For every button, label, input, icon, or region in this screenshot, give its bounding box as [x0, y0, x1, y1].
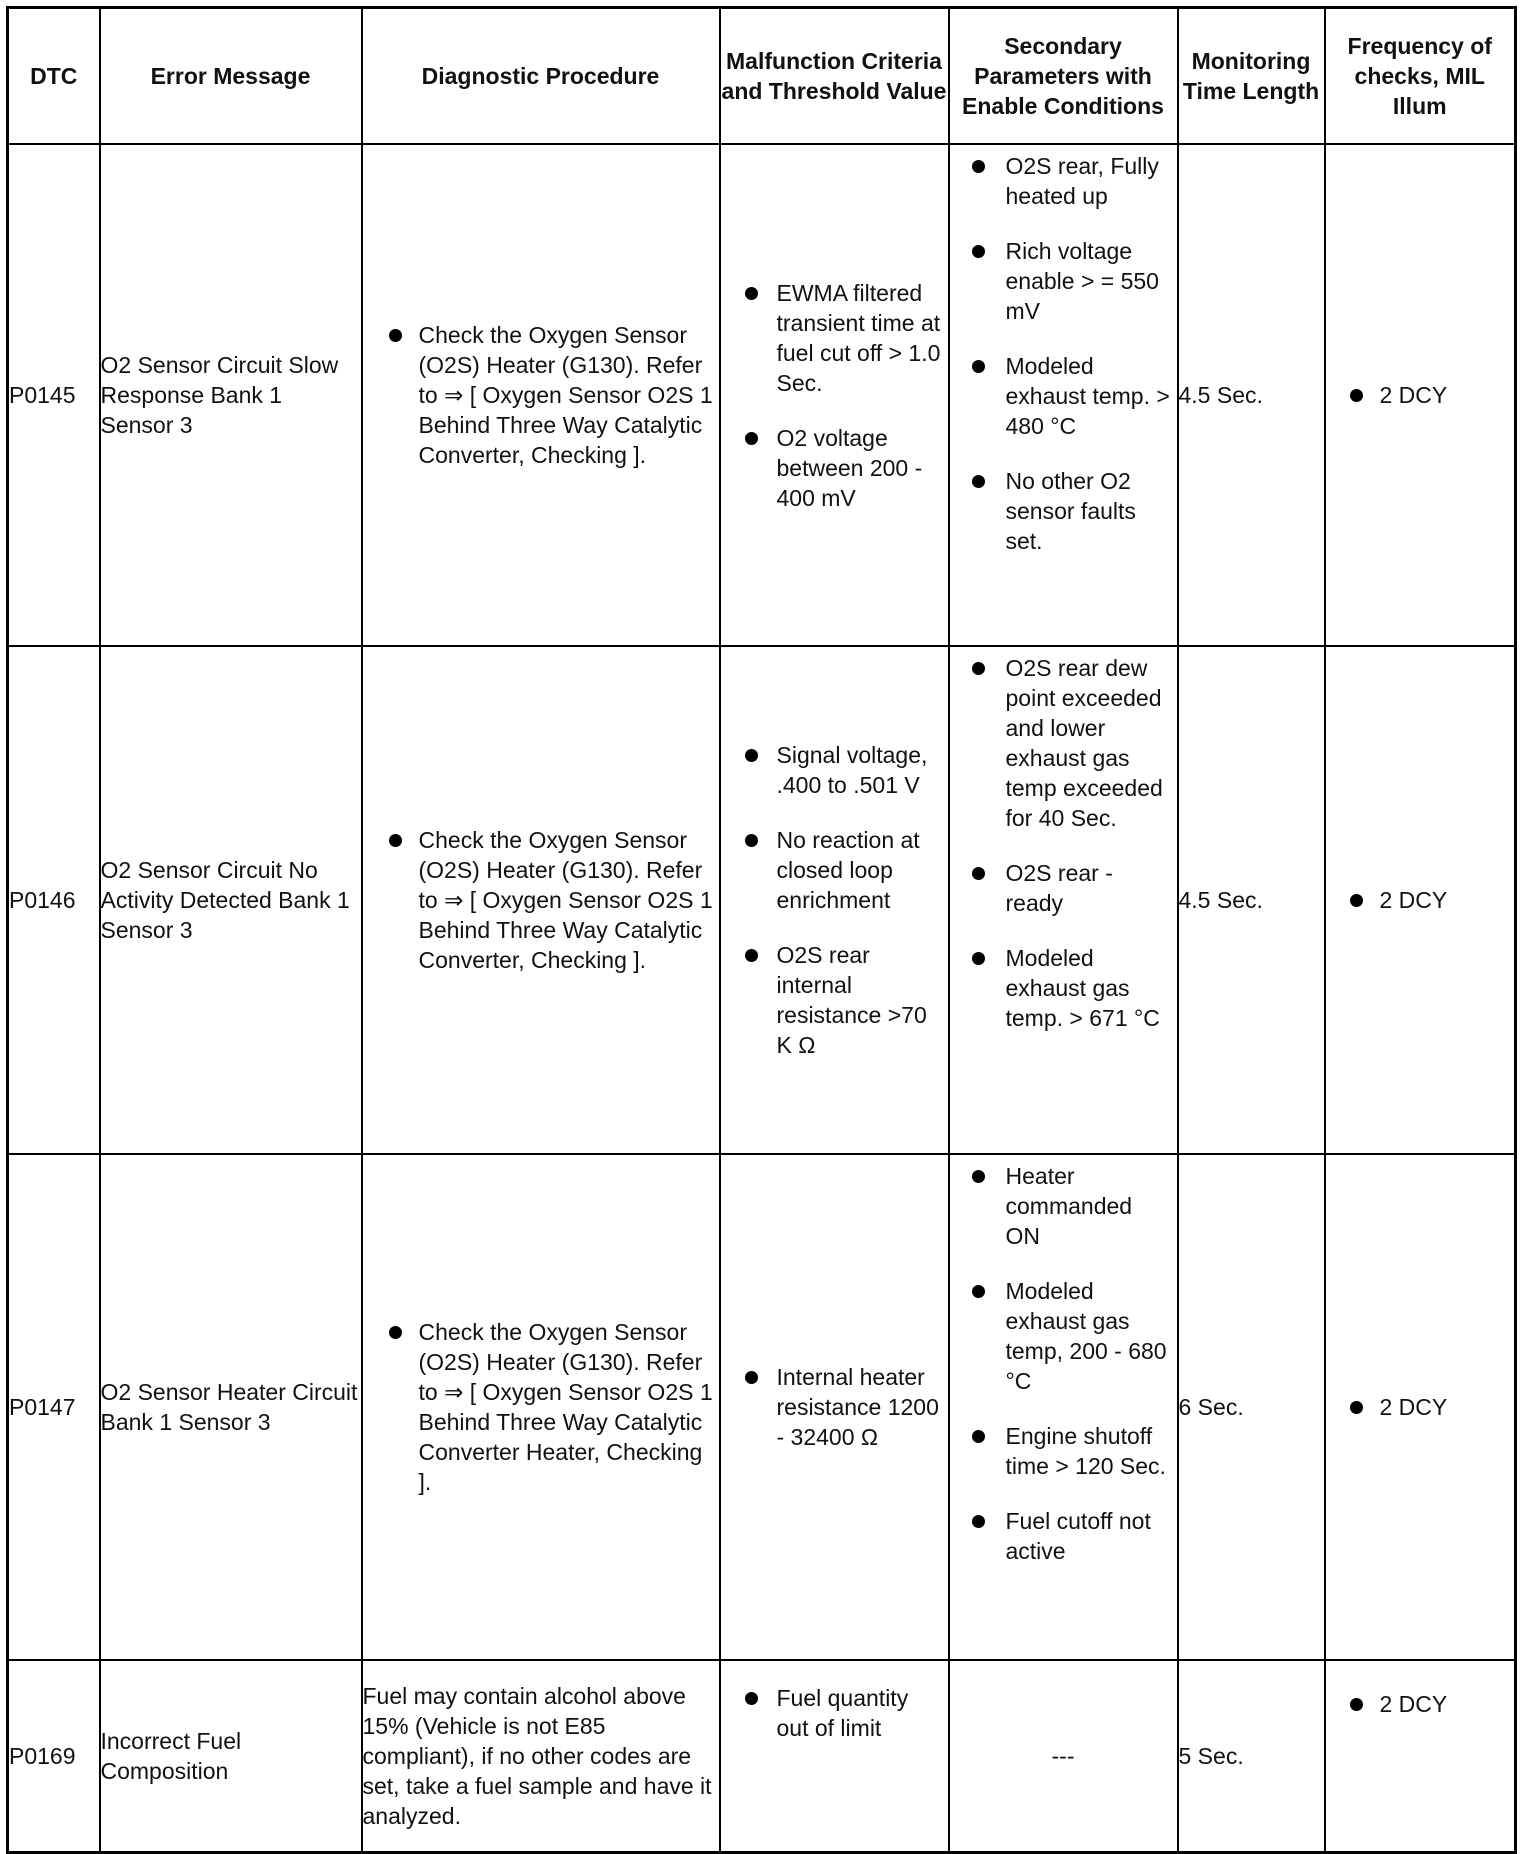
list-item-text: O2S rear, Fully heated up	[1005, 153, 1159, 209]
frequency-mil	[1325, 144, 1516, 646]
list-item-text: Check the Oxygen Sensor (O2S) Heater (G130). Refer to ⇒ [ Oxygen Sensor O2S 1 Behind Three Way Catalytic Converter, Checking ].	[418, 322, 713, 468]
malfunction-criteria	[720, 646, 949, 1154]
bullet-icon	[389, 329, 402, 342]
bullet-icon	[745, 432, 758, 445]
bullet-icon	[745, 749, 758, 762]
list-item	[363, 825, 719, 975]
dtc-code: P0147	[8, 1154, 100, 1660]
bullet-icon	[1350, 1401, 1363, 1414]
list-item-text: Check the Oxygen Sensor (O2S) Heater (G130). Refer to ⇒ [ Oxygen Sensor O2S 1 Behind Three Way Catalytic Converter Heater, Checking ].	[418, 1319, 713, 1495]
diagnostic-procedure	[362, 144, 720, 646]
bullet-icon	[972, 867, 985, 880]
monitoring-time: 6 Sec.	[1178, 1154, 1325, 1660]
header-monitoring-time: Monitoring Time Length	[1178, 8, 1325, 145]
bullet-icon	[745, 949, 758, 962]
list-item-text: 2 DCY	[1379, 382, 1448, 408]
diagnostic-procedure	[362, 646, 720, 1154]
list-item-text: Rich voltage enable > = 550 mV	[1005, 238, 1159, 324]
error-message: Incorrect Fuel Composition	[100, 1660, 362, 1853]
bullet-icon	[389, 1326, 402, 1339]
monitoring-time: 4.5 Sec.	[1178, 144, 1325, 646]
dtc-code: P0169	[8, 1660, 100, 1853]
list-item-text: O2S rear internal resistance >70 K Ω	[776, 942, 927, 1058]
bullet-icon	[972, 245, 985, 258]
list-item-text: 2 DCY	[1379, 887, 1448, 913]
list-item-text: Engine shutoff time > 120 Sec.	[1005, 1423, 1166, 1479]
list-item	[950, 1161, 1177, 1251]
bullet-icon	[745, 1371, 758, 1384]
diagnostic-procedure	[362, 1154, 720, 1660]
list-item	[721, 1683, 948, 1743]
error-message: O2 Sensor Circuit Slow Response Bank 1 Sensor 3	[100, 144, 362, 646]
list-item-text: Modeled exhaust temp. > 480 °C	[1005, 353, 1170, 439]
secondary-parameters	[949, 646, 1178, 1154]
list-item-text: Modeled exhaust gas temp, 200 - 680 °C	[1005, 1278, 1167, 1394]
list-item-text: EWMA filtered transient time at fuel cut off > 1.0 Sec.	[776, 279, 941, 396]
error-message: O2 Sensor Circuit No Activity Detected Bank 1 Sensor 3	[100, 646, 362, 1154]
list-item	[950, 466, 1177, 556]
list-item-text: No reaction at closed loop enrichment	[776, 827, 920, 913]
frequency-mil	[1325, 646, 1516, 1154]
list-item-text: Fuel quantity out of limit	[776, 1685, 909, 1741]
bullet-icon	[972, 1515, 985, 1528]
secondary-parameters	[949, 1154, 1178, 1660]
list-item	[950, 943, 1177, 1033]
bullet-icon	[1350, 389, 1363, 402]
dtc-code: P0146	[8, 646, 100, 1154]
bullet-icon	[972, 1170, 985, 1183]
header-row	[8, 8, 1516, 145]
bullet-icon	[745, 287, 758, 300]
bullet-icon	[972, 1285, 985, 1298]
header-secondary-parameters: Secondary Parameters with Enable Conditions	[949, 8, 1178, 145]
list-item-text: Signal voltage, .400 to .501 V	[776, 742, 928, 798]
table-row	[8, 1660, 1516, 1853]
list-item-text: Heater commanded ON	[1005, 1163, 1133, 1249]
frequency-mil	[1325, 1154, 1516, 1660]
list-item	[721, 278, 948, 398]
malfunction-criteria	[720, 1154, 949, 1660]
list-item	[721, 423, 948, 513]
bullet-icon	[972, 952, 985, 965]
bullet-icon	[972, 1430, 985, 1443]
table-row	[8, 144, 1516, 646]
dtc-table	[6, 6, 1517, 1854]
list-item-text: Fuel cutoff not active	[1005, 1508, 1151, 1564]
header-frequency: Frequency of checks, MIL Illum	[1325, 8, 1516, 145]
list-item-text: Internal heater resistance 1200 - 32400 Ω	[776, 1364, 939, 1450]
bullet-icon	[745, 834, 758, 847]
bullet-icon	[745, 1692, 758, 1705]
list-item	[721, 940, 948, 1060]
error-message: O2 Sensor Heater Circuit Bank 1 Sensor 3	[100, 1154, 362, 1660]
table-row	[8, 1154, 1516, 1660]
list-item	[721, 825, 948, 915]
list-item-text: O2 voltage between 200 - 400 mV	[776, 424, 923, 511]
malfunction-criteria	[720, 144, 949, 646]
list-item-text: 2 DCY	[1379, 1394, 1448, 1420]
monitoring-time: 4.5 Sec.	[1178, 646, 1325, 1154]
list-item-text: O2S rear - ready	[1005, 860, 1113, 916]
secondary-parameters	[949, 144, 1178, 646]
header-malfunction-criteria: Malfunction Criteria and Threshold Value	[720, 8, 949, 145]
list-item	[950, 1421, 1177, 1481]
list-item	[950, 151, 1177, 211]
list-item-text: 2 DCY	[1379, 1691, 1448, 1717]
list-item	[1326, 1392, 1515, 1422]
list-item	[721, 740, 948, 800]
list-item	[950, 1506, 1177, 1566]
bullet-icon	[972, 475, 985, 488]
list-item	[363, 1317, 719, 1497]
list-item-text: No other O2 sensor faults set.	[1005, 468, 1136, 554]
list-item	[1326, 380, 1515, 410]
dtc-code: P0145	[8, 144, 100, 646]
bullet-icon	[972, 360, 985, 373]
list-item-text: Modeled exhaust gas temp. > 671 °C	[1005, 945, 1160, 1031]
list-item	[950, 236, 1177, 326]
header-dtc: DTC	[8, 8, 100, 145]
header-error-message: Error Message	[100, 8, 362, 145]
header-diagnostic-procedure: Diagnostic Procedure	[362, 8, 720, 145]
list-item-text: Check the Oxygen Sensor (O2S) Heater (G130). Refer to ⇒ [ Oxygen Sensor O2S 1 Behind Three Way Catalytic Converter, Checking ].	[418, 827, 713, 973]
list-item	[950, 351, 1177, 441]
diagnostic-procedure: Fuel may contain alcohol above 15% (Vehicle is not E85 compliant), if no other codes are set, take a fuel sample and have it analyzed.	[362, 1660, 720, 1853]
bullet-icon	[972, 662, 985, 675]
secondary-parameters: ---	[949, 1660, 1178, 1853]
list-item	[721, 1362, 948, 1452]
table-row	[8, 646, 1516, 1154]
list-item	[1326, 1689, 1515, 1719]
list-item	[363, 320, 719, 470]
monitoring-time: 5 Sec.	[1178, 1660, 1325, 1853]
list-item	[1326, 885, 1515, 915]
list-item-text: O2S rear dew point exceeded and lower exhaust gas temp exceeded for 40 Sec.	[1005, 655, 1163, 831]
frequency-mil	[1325, 1660, 1516, 1853]
list-item	[950, 653, 1177, 833]
bullet-icon	[1350, 1698, 1363, 1711]
bullet-icon	[972, 160, 985, 173]
list-item	[950, 1276, 1177, 1396]
list-item	[950, 858, 1177, 918]
malfunction-criteria	[720, 1660, 949, 1853]
bullet-icon	[389, 834, 402, 847]
bullet-icon	[1350, 894, 1363, 907]
